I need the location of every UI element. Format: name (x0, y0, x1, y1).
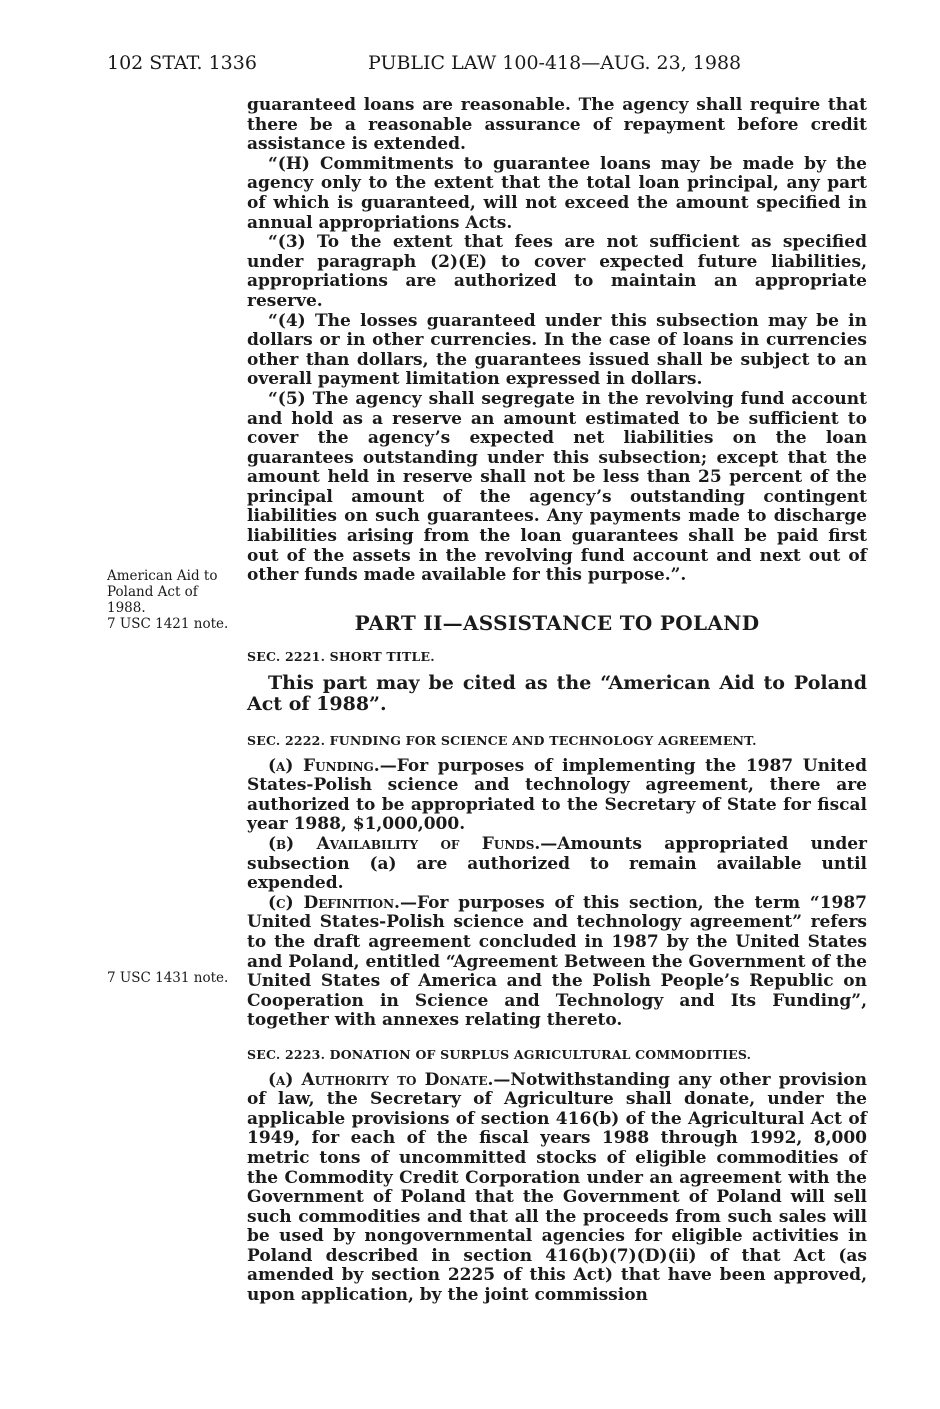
paragraph (247, 757, 867, 835)
main-text-column (247, 96, 867, 1306)
subsection-text: —Amounts appropriated under subsection (a) are authorized to remain available until expended. (247, 834, 867, 894)
running-header: PUBLIC LAW 100-418—AUG. 23, 1988 (368, 52, 742, 74)
paragraph: “(5) The agency shall segregate in the revolving fund account and hold as a reserve an amount estimated to be sufficient to cover the agency’s expected net liabilities on the loan guarantees outstanding under this subsection; except that the amount held in reserve shall not be less than 25 percent of the principal amount of the agency’s outstanding contingent liabilities on such guarantees. Any payments made to discharge liabilities arising from the loan guarantees shall be paid first out of the assets in the revolving fund account and next out of other funds made available for this purpose.”. (247, 388, 867, 586)
subsection-text: —For purposes of this section, the term “1987 United States-Polish science and technology agreement” refers to the draft agreement concluded in 1987 by the United States and Poland, entitled “Agreement Between the Government of the United States of America and the Polish People’s Republic on Cooperation in Science and Technology and Its Funding”, together with annexes relating thereto. (247, 892, 867, 1031)
subsection-text: —Notwithstanding any other provision of law, the Secretary of Agriculture shall donate, under the applicable provisions of section 416(b) of the Agricultural Act of 1949, for each of the fiscal years 1988 through 1992, 8,000 metric tons of uncommitted stocks of eligible commodities of the Commodity Credit Corporation under an agreement with the Government of Poland that the Government of Poland will sell such commodities and that all the proceeds from such sales will be used by nongovernmental agencies for eligible activities in Poland described in section 416(b)(7)(D)(ii) of that Act (as amended by section 2225 of this Act) that have been approved, upon application, by the joint commission (247, 1069, 867, 1306)
page-reference: 102 STAT. 1336 (107, 52, 257, 74)
paragraph: “(4) The losses guaranteed under this subsection may be in dollars or in other currencies. In the case of loans in currencies other than dollars, the guarantees issued shall be subject to an overall payment limitation expressed in dollars. (247, 310, 867, 390)
subsection-text: —For purposes of implementing the 1987 United States-Polish science and technology agreement, there are authorized to be appropriated to the Secretary of State for fiscal year 1988, $1,000,000. (247, 755, 867, 835)
paragraph (247, 1071, 867, 1306)
margin-note-line: Poland Act of (107, 584, 198, 600)
section-heading: SEC. 2223. DONATION OF SURPLUS AGRICULTURAL COMMODITIES. (247, 1046, 752, 1062)
subsection-label: (c) Definition. (268, 892, 400, 913)
subsection-label: (a) Authority to Donate. (268, 1069, 494, 1090)
part-title: PART II—ASSISTANCE TO POLAND (354, 610, 760, 635)
margin-note-short-title (107, 568, 242, 632)
margin-note-line: 1988. (107, 600, 146, 616)
subsection-label: (b) Availability of Funds. (268, 834, 541, 854)
paragraph: “(3) To the extent that fees are not sufficient as specified under paragraph (2)(E) to cover expected future liabilities, appropriations are authorized to maintain an appropriate reserve. (247, 232, 867, 311)
paragraph (247, 894, 867, 1031)
margin-note-usc-1431: 7 USC 1431 note. (107, 970, 229, 986)
margin-note-line: 7 USC 1421 note. (107, 616, 229, 632)
paragraph: “(H) Commitments to guarantee loans may be made by the agency only to the extent that the total loan principal, any part of which is guaranteed, will not exceed the amount specified in annual appropriations Acts. (247, 153, 867, 233)
paragraph: This part may be cited as the “American Aid to Poland Act of 1988”. (247, 672, 867, 716)
section-heading: SEC. 2221. SHORT TITLE. (247, 649, 435, 665)
margin-note-line: American Aid to (107, 568, 218, 584)
paragraph: guaranteed loans are reasonable. The agency shall require that there be a reasonable assurance of repayment before credit assistance is extended. (247, 95, 867, 155)
subsection-label: (a) Funding. (268, 755, 380, 776)
section-heading: SEC. 2222. FUNDING FOR SCIENCE AND TECHNOLOGY AGREEMENT. (247, 733, 757, 749)
paragraph (247, 835, 867, 894)
